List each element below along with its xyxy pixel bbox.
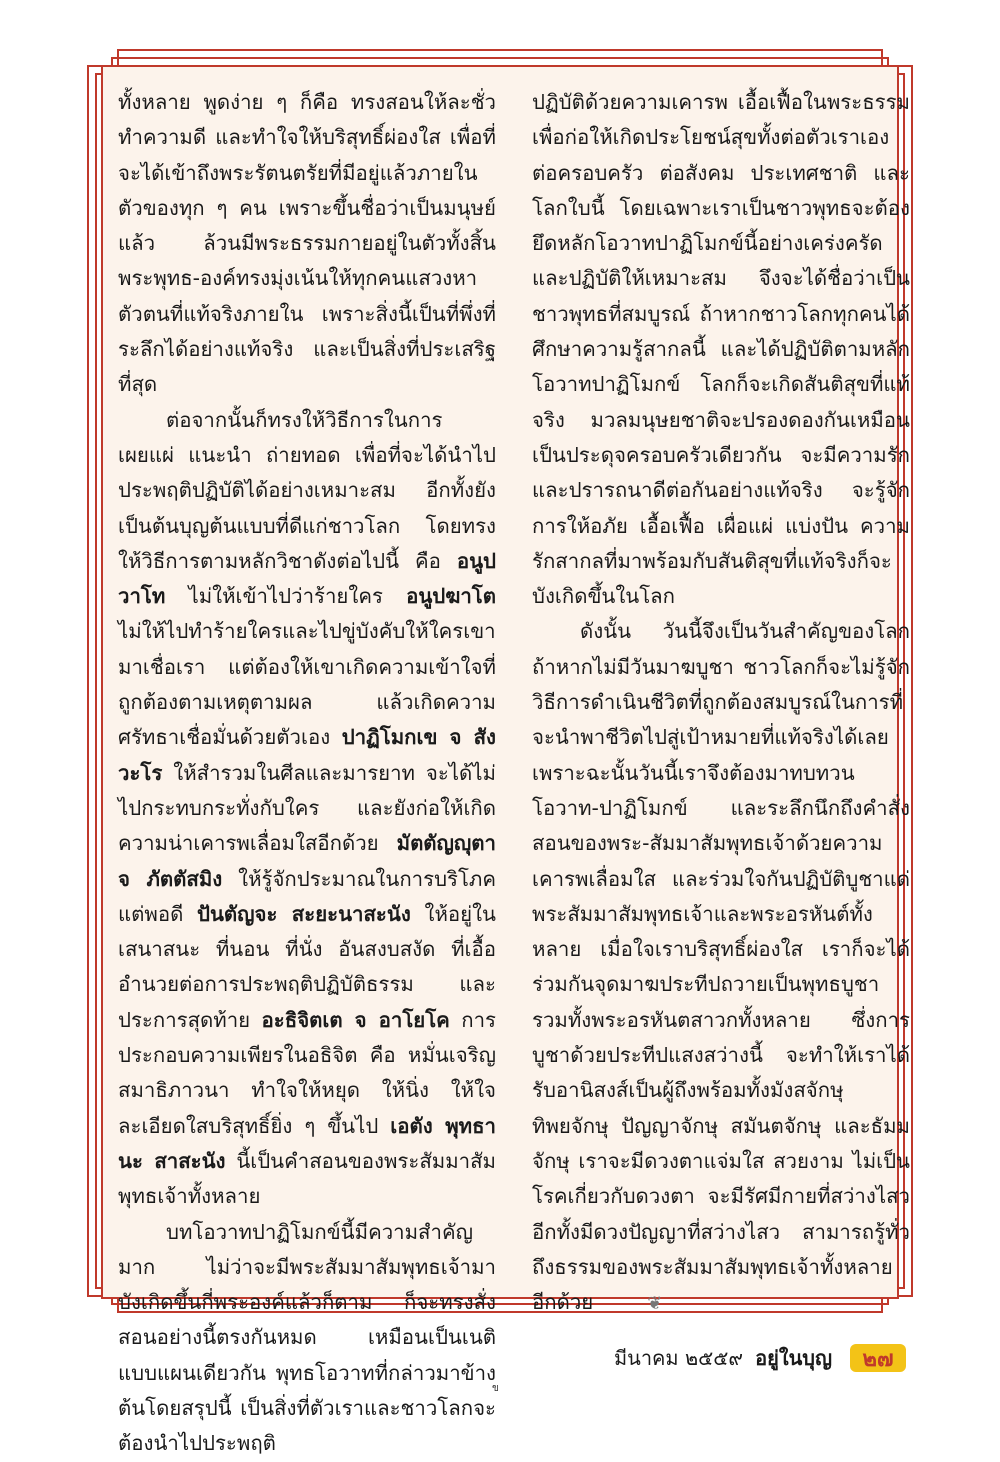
page-number-badge: ๒๗ [850,1344,906,1372]
pali-term: อะธิจิตเต จ อาโยโค [261,1007,450,1032]
paragraph: ปฏิบัติด้วยความเคารพ เอื้อเฟื้อในพระธรรม เพื่อก่อให้เกิดประโยชน์สุขทั้งต่อตัวเราเอง ต่อครอบครัว ต่อสังคม ประเทศชาติ และโลกใบนี้ โดยเฉพาะเราเป็นชาวพุทธจะต้องยึดหลักโอวาทปาฏิโมกข์นี้อย่างเคร่งครัด และปฏิบัติให้เหมาะสม จึงจะได้ชื่อว่าเป็นชาวพุทธที่สมบูรณ์ ถ้าหากชาวโลกทุกคนได้ศึกษาความรู้สากลนี้ และได้ปฏิบัติตามหลักโอวาทปาฏิโมกข์ โลกก็จะเกิดสันติสุขที่แท้จริง มวลมนุษยชาติจะปรองดองกันเหมือนเป็นประดุจครอบครัวเดียวกัน จะมีความรักและปรารถนาดีต่อกันอย่างแท้จริง จะรู้จักการให้อภัย เอื้อเฟื้อ เผื่อแผ่ แบ่งปัน ความรักสากลที่มาพร้อมกับสันติสุขที่แท้จริงก็จะบังเกิดขึ้นในโลก [532,90,910,609]
paragraph: ทั้งหลาย พูดง่าย ๆ ก็คือ ทรงสอนให้ละชั่ว ทำความดี และทำใจให้บริสุทธิ์ผ่องใส เพื่อที่จะได้เข้าถึงพระรัตนตรัยที่มีอยู่แล้วภายในตัวของทุก ๆ คน เพราะขึ้นชื่อว่าเป็นมนุษย์แล้ว ล้วนมีพระธรรมกายอยู่ในตัวทั้งสิ้น พระพุทธ-องค์ทรงมุ่งเน้นให้ทุกคนแสวงหาตัวตนที่แท้จริงภายใน เพราะสิ่งนี้เป็นที่พึ่งที่ระลึกได้อย่างแท้จริง และเป็นสิ่งที่ประเสริฐที่สุด [118,90,496,397]
issue-date: มีนาคม ๒๕๕๙ [613,1346,744,1370]
paragraph: ต่อจากนั้นก็ทรงให้วิธีการในการเผยแผ่ แนะนำ ถ่ายทอด เพื่อที่จะได้นำไปประพฤติปฏิบัติได้อย่างเหมาะสม อีกทั้งยังเป็นต้นบุญต้นแบบที่ดีแก่ชาวโลก โดยทรงให้วิธีการตามหลักวิชาดังต่อไปนี้ คือ อนูปวาโท ไม่ให้เข้าไปว่าร้ายใคร อนูปฆาโต ไม่ให้ไปทำร้ายใครและไปขู่บังคับให้ใครเขามาเชื่อเรา แต่ต้องให้เขาเกิดความเข้าใจที่ถูกต้องตามเหตุตามผล แล้วเกิดความศรัทธาเชื่อมั่นด้วยตัวเอง ปาฏิโมกเข จ สังวะโร ให้สำรวมในศีลและมารยาท จะได้ไม่ไปกระทบกระทั่งกับใคร และยังก่อให้เกิดความน่าเคารพเลื่อมใสอีกด้วย มัตตัญญุตา จ ภัตตัสมิง ให้รู้จักประมาณในการบริโภคแต่พอดี ปันตัญจะ สะยะนาสะนัง ให้อยู่ในเสนาสนะ ที่นอน ที่นั่ง อันสงบสงัด ที่เอื้ออำนวยต่อการประพฤติปฏิบัติธรรม และประการสุดท้าย อะธิจิตเต จ อาโยโค การประกอบความเพียรในอธิจิต คือ หมั่นเจริญสมาธิภาวนา ทำใจให้หยุด ให้นิ่ง ให้ใจละเอียดใสบริสุทธิ์ยิ่ง ๆ ขึ้นไป เอตัง พุทธานะ สาสะนัง นี้เป็นคำสอนของพระสัมมาสัมพุทธเจ้าทั้งหลาย [118,407,497,1209]
pali-term: เอตัง พุทธานะ สาสะนัง [118,1113,497,1173]
right-column [532,85,910,1321]
leaf-end-icon: ❦ [647,1293,663,1315]
pali-term: มัตตัญญุตา จ ภัตตัสมิง [118,831,496,891]
magazine-title: อยู่ในบุญ [755,1346,832,1370]
left-column [118,85,496,1462]
paragraph: ดังนั้น วันนี้จึงเป็นวันสำคัญของโลก ถ้าหากไม่มีวันมาฆบูชา ชาวโลกก็จะไม่รู้จักวิธีการดำเนินชีวิตที่ถูกต้องสมบูรณ์ในการที่จะนำพาชีวิตไปสู่เป้าหมายที่แท้จริงได้เลย เพราะฉะนั้นวันนี้เราจึงต้องมาทบทวนโอวาท-ปาฏิโมกข์ และระลึกนึกถึงคำสั่งสอนของพระ-สัมมาสัมพุทธเจ้าด้วยความเคารพเลื่อมใส และร่วมใจกันปฏิบัติบูชาแด่พระสัมมาสัมพุทธเจ้าและพระอรหันต์ทั้งหลาย เมื่อใจเราบริสุทธิ์ผ่องใส เราก็จะได้ร่วมกันจุดมาฆประทีปถวายเป็นพุทธบูชา รวมทั้งพระอรหันตสาวกทั้งหลาย ซึ่งการบูชาด้วยประทีปแสงสว่างนี้ จะทำให้เราได้รับอานิสงส์เป็นผู้ถึงพร้อมทั้งมังสจักษุ ทิพยจักษุ ปัญญาจักษุ สมันตจักษุ และธัมมจักษุ เราจะมีดวงตาแจ่มใส สวยงาม ไม่เป็นโรคเกี่ยวกับดวงตา จะมีรัศมีกายที่สว่างไสว อีกทั้งมีดวงปัญญาที่สว่างไสว สามารถรู้ทั่วถึงธรรมของพระสัมมาสัมพุทธเจ้าทั้งหลายอีกด้วย ❦ [532,614,910,1321]
pali-term: อนูปวาโท [118,548,496,609]
pali-term: ปันตัญจะ สะยะนาสะนัง [197,901,411,926]
pali-term: อนูปฆาโต [406,584,496,609]
page-footer [614,1343,906,1373]
pali-term: ปาฏิโมกเข จ สังวะโร [118,725,497,785]
signature-mark: ข [492,1383,499,1394]
paragraph: บทโอวาทปาฏิโมกข์นี้มีความสำคัญมาก ไม่ว่าจะมีพระสัมมาสัมพุทธเจ้ามาบังเกิดขึ้นกี่พระองค์แล้วก็ตาม ก็จะทรงสั่งสอนอย่างนี้ตรงกันหมด เหมือนเป็นเนติแบบแผนเดียวกัน พุทธโอวาทที่กล่าวมาข้างต้นโดยสรุปนี้ เป็นสิ่งที่ตัวเราและชาวโลกจะต้องนำไปประพฤติ [118,1219,496,1456]
